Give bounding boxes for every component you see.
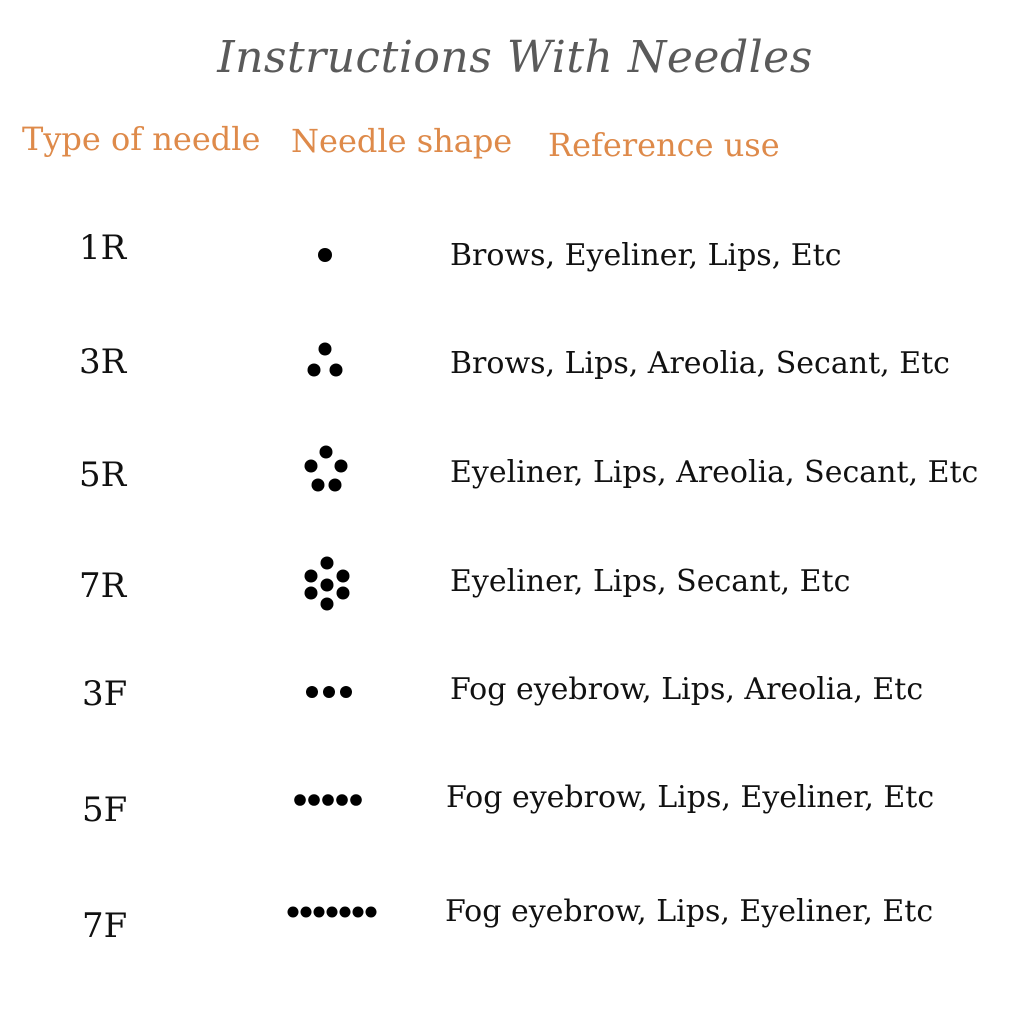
needle-type: 3F <box>82 674 128 714</box>
table-row <box>0 668 1024 728</box>
reference-use: Fog eyebrow, Lips, Areolia, Etc <box>450 672 924 707</box>
3-flat-needle-icon <box>300 668 360 708</box>
1-round-needle-icon <box>300 228 360 288</box>
3-round-needle-icon <box>300 338 360 398</box>
table-row <box>0 552 1024 612</box>
5-flat-needle-icon <box>290 780 370 820</box>
header-needle-shape: Needle shape <box>291 122 513 160</box>
needle-type: 7F <box>82 906 128 946</box>
reference-use: Fog eyebrow, Lips, Eyeliner, Etc <box>446 780 935 815</box>
page-title: Instructions With Needles <box>217 32 813 83</box>
reference-use: Brows, Eyeliner, Lips, Etc <box>450 238 842 273</box>
needle-type: 3R <box>79 342 127 382</box>
header-type-of-needle: Type of needle <box>22 120 261 158</box>
needle-type: 5R <box>79 455 127 495</box>
5-round-needle-icon <box>298 443 358 503</box>
needle-type: 1R <box>79 228 127 268</box>
table-row <box>0 228 1024 288</box>
needle-type: 7R <box>79 566 127 606</box>
reference-use: Eyeliner, Lips, Secant, Etc <box>450 564 851 599</box>
header-reference-use: Reference use <box>548 126 780 164</box>
reference-use: Fog eyebrow, Lips, Eyeliner, Etc <box>445 894 934 929</box>
needle-type: 5F <box>82 790 128 830</box>
reference-use: Brows, Lips, Areolia, Secant, Etc <box>450 346 950 381</box>
table-row <box>0 338 1024 398</box>
reference-use: Eyeliner, Lips, Areolia, Secant, Etc <box>450 455 979 490</box>
table-row <box>0 780 1024 840</box>
table-row <box>0 892 1024 952</box>
7-flat-needle-icon <box>283 892 387 932</box>
table-row <box>0 443 1024 503</box>
7-round-needle-icon <box>298 552 358 616</box>
